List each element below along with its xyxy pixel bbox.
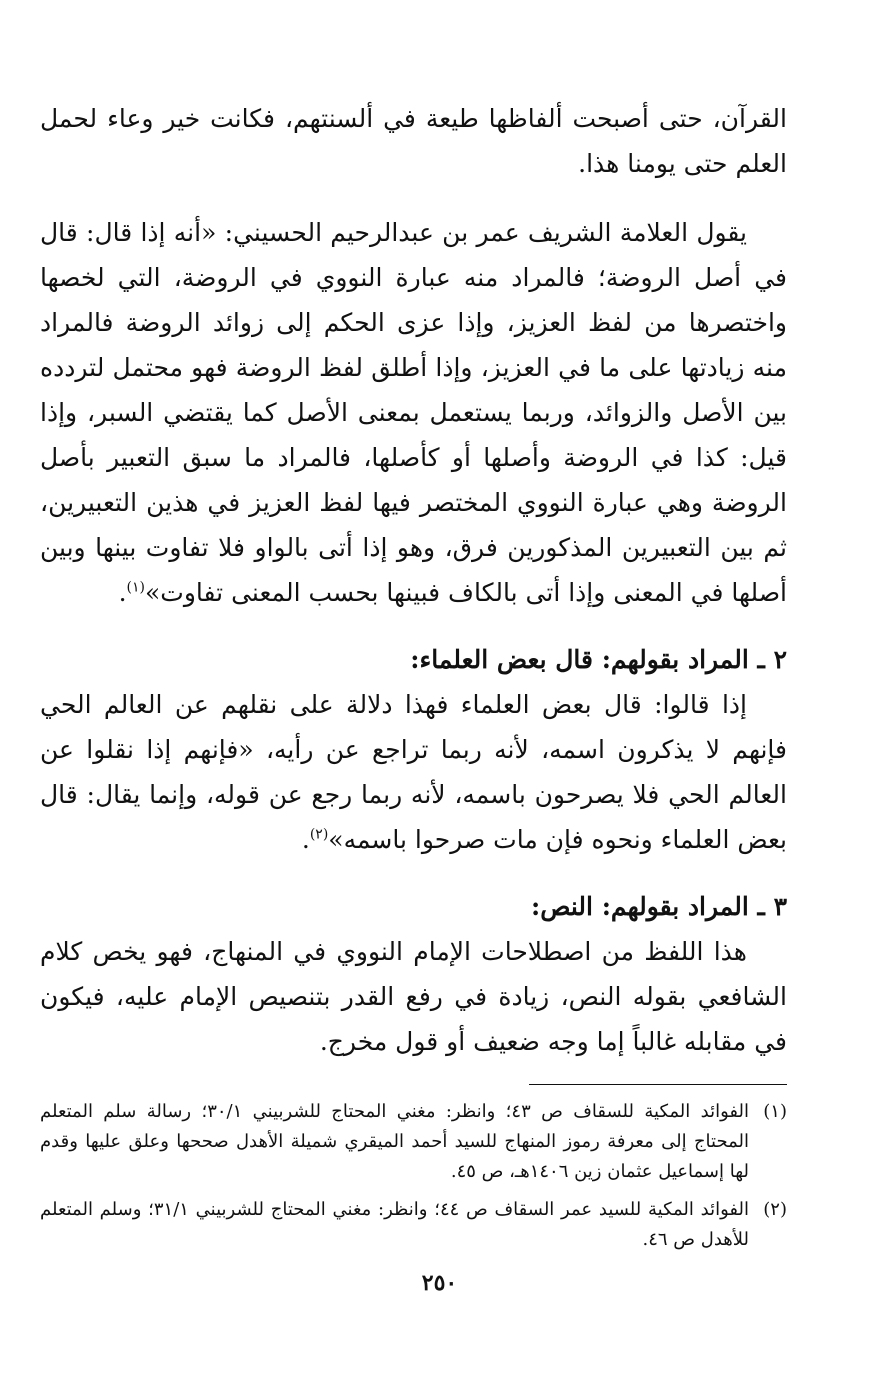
footnote-separator — [529, 1084, 787, 1085]
footnote-2-text: الفوائد المكية للسيد عمر السقاف ص ٤٤؛ وانظر: مغني المحتاج للشربيني ٣١/١؛ وسلم المتعلم للأهدل ص ٤٦. — [40, 1199, 749, 1250]
paragraph-al-nass: هذا اللفظ من اصطلاحات الإمام النووي في المنهاج، فهو يخص كلام الشافعي بقوله النص، زيادة في رفع القدر بتنصيص الإمام عليه، فيكون في مقابله غالباً إما وجه ضعيف أو قول مخرج. — [40, 937, 787, 1056]
footnote-1 — [40, 1097, 787, 1187]
section-heading-2 — [40, 637, 787, 682]
footnote-1-number: (١) — [763, 1101, 787, 1122]
section-heading-2-label: ٢ ـ المراد بقولهم: قال بعض العلماء: — [410, 645, 787, 674]
footnotes — [40, 1097, 787, 1255]
paragraph-quote-rawda-text: يقول العلامة الشريف عمر بن عبدالرحيم الحسيني: «أنه إذا قال: قال في أصل الروضة؛ فالمراد منه عبارة النووي في الروضة، التي لخصها واختصرها من لفظ العزيز، وإذا عزى الحكم إلى زوائد الروضة فالمراد منه زيادتها على ما في العزيز، وإذا أطلق لفظ الروضة فهو محتمل لتردده بين الأصل والزوائد، وربما يستعمل بمعنى الأصل كما يقتضي السبر، وإذا قيل: كذا في الروضة وأصلها أو كأصلها، فالمراد ما سبق التعبير بأصل الروضة وهي عبارة النووي المختصر فيها لفظ العزيز في هذين التعبيرين، ثم بين التعبيرين المذكورين فرق، وهو إذا أتى بالواو فلا تفاوت بينها وبين أصلها في المعنى وإذا أتى بالكاف فبينها بحسب المعنى تفاوت» — [40, 218, 788, 607]
paragraph-some-scholars — [40, 682, 787, 862]
paragraph-quote-rawda — [40, 210, 787, 615]
footnote-2-number: (٢) — [763, 1199, 787, 1220]
section-heading-3 — [40, 884, 787, 929]
paragraph-end-mark: . — [301, 825, 310, 854]
page-number: ٢٥٠ — [421, 1270, 458, 1296]
paragraph-some-scholars-text: إذا قالوا: قال بعض العلماء فهذا دلالة على نقلهم عن العالم الحي فإنهم لا يذكرون اسمه، لأنه ربما تراجع عن رأيه، «فإنهم إذا نقلوا عن العالم الحي فلا يصرحون باسمه، لأنه ربما رجع عن قوله، وإنما يقال: قال بعض العلماء ونحوه فإن مات صرحوا باسمه» — [40, 690, 787, 854]
paragraph-end-mark: . — [118, 578, 127, 607]
footnote-2 — [40, 1195, 787, 1255]
footnote-ref-2[interactable]: (٢) — [309, 826, 329, 843]
footnote-ref-1[interactable]: (١) — [126, 579, 146, 596]
paragraph-continuation: القرآن، حتى أصبحت ألفاظها طيعة في ألسنتهم، فكانت خير وعاء لحمل العلم حتى يومنا هذا. — [40, 104, 787, 178]
footnote-1-text: الفوائد المكية للسقاف ص ٤٣؛ وانظر: مغني المحتاج للشربيني ٣٠/١؛ رسالة سلم المتعلم المحتاج إلى معرفة رموز المنهاج للسيد أحمد الميقري شميلة الأهدل صححها وعلق عليها وقدم لها إسماعيل عثمان زين ١٤٠٦هـ، ص ٤٥. — [40, 1101, 749, 1182]
section-heading-3-label: ٣ ـ المراد بقولهم: النص: — [531, 892, 787, 921]
